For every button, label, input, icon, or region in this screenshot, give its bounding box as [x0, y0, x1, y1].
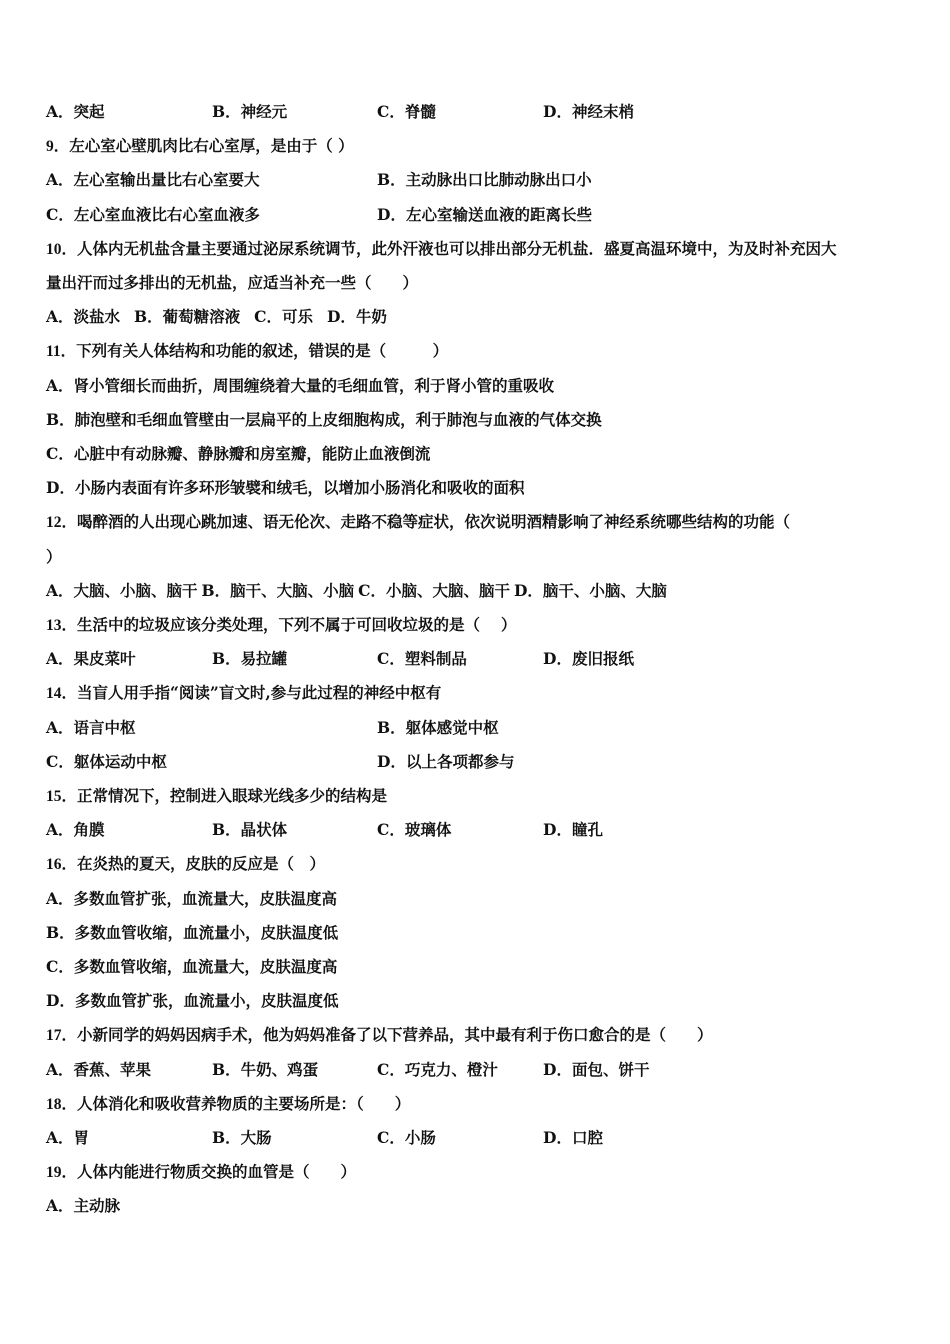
question-stem — [46, 238, 837, 260]
option-d: D．瞳孔 — [543, 820, 603, 840]
option-d: D．多数血管扩张，血流量小，皮肤温度低 — [46, 991, 339, 1011]
question-stem — [46, 340, 448, 362]
option-a: A．肾小管细长而曲折，周围缠绕着大量的毛细血管，利于肾小管的重吸收 — [46, 375, 555, 395]
option-b: B．葡萄糖溶液 — [134, 307, 241, 327]
option-b: B．躯体感觉中枢 — [377, 717, 499, 737]
option-b: B．脑干、大脑、小脑 — [201, 580, 355, 600]
option-c: C．小肠 — [377, 1128, 436, 1147]
option-d: D．废旧报纸 — [543, 649, 634, 669]
option-a: A．果皮菜叶 — [46, 649, 136, 669]
option-a: A．胃 — [46, 1128, 90, 1147]
option-a: A．角膜 — [46, 820, 105, 840]
option-c: C．多数血管收缩，血流量大，皮肤温度高 — [46, 957, 338, 976]
option-b: B．牛奶、鸡蛋 — [212, 1059, 319, 1079]
option-d: D．脑干、小脑、大脑 — [513, 580, 667, 600]
option-c: C．躯体运动中枢 — [46, 751, 167, 771]
question-text: 人体内能进行物质交换的血管是（ ） — [77, 1162, 357, 1182]
option-a: A．淡盐水 — [46, 307, 121, 327]
option-a: A．左心室输出量比右心室要大 — [46, 170, 260, 190]
option-c: C．巧克力、橙汁 — [377, 1059, 498, 1079]
option-a: A．主动脉 — [46, 1196, 121, 1216]
option-a: A．突起 — [46, 102, 105, 121]
question-stem — [46, 1024, 713, 1046]
question-stem — [46, 511, 790, 533]
question-text: 在炎热的夏天，皮肤的反应是（ ） — [77, 854, 326, 874]
question-text: 左心室心壁肌肉比右心室厚，是由于（ ） — [69, 136, 354, 156]
option-b: B．肺泡壁和毛细血管壁由一层扁平的上皮细胞构成，利于肺泡与血液的气体交换 — [46, 409, 602, 429]
question-text: 生活中的垃圾应该分类处理，下列不属于可回收垃圾的是（ ） — [77, 615, 517, 634]
question-stem — [46, 272, 418, 294]
question-stem — [46, 1093, 410, 1115]
option-b: B．大肠 — [212, 1128, 272, 1147]
question-number: 12． — [46, 514, 78, 532]
question-stem — [46, 546, 62, 568]
question-stem — [46, 853, 325, 875]
options-row — [46, 306, 401, 328]
option-b: B．易拉罐 — [212, 649, 288, 669]
option-d: D．神经末梢 — [543, 102, 634, 121]
question-text: 下列有关人体结构和功能的叙述，错误的是（ ） — [76, 341, 449, 361]
question-stem — [46, 614, 516, 636]
options-row — [46, 580, 671, 602]
option-a: A．多数血管扩张，血流量大，皮肤温度高 — [46, 888, 338, 908]
question-text: ） — [46, 546, 62, 566]
question-stem — [46, 135, 354, 157]
option-b: B．神经元 — [212, 102, 288, 121]
question-stem — [46, 785, 387, 807]
question-text: 当盲人用手指“阅读”盲文时,参与此过程的神经中枢有 — [77, 683, 442, 703]
option-d: D．牛奶 — [326, 307, 387, 327]
option-a: A．香蕉、苹果 — [46, 1059, 152, 1079]
question-text: 小新同学的妈妈因病手术，他为妈妈准备了以下营养品，其中最有利于伤口愈合的是（ ） — [77, 1025, 713, 1045]
option-c: C．可乐 — [254, 307, 313, 327]
question-number: 13． — [46, 617, 78, 634]
option-c: C．小脑、大脑、脑干 — [358, 580, 510, 600]
option-b: B．晶状体 — [212, 820, 288, 840]
question-stem — [46, 682, 441, 704]
option-c: C．心脏中有动脉瓣、静脉瓣和房室瓣，能防止血液倒流 — [46, 444, 431, 463]
question-number: 17． — [46, 1027, 78, 1045]
question-text: 量出汗而过多排出的无机盐，应适当补充一些（ ） — [46, 273, 419, 292]
option-d: D．左心室输送血液的距离长些 — [377, 204, 592, 224]
option-c: C．玻璃体 — [377, 820, 452, 840]
question-number: 9． — [46, 138, 70, 156]
option-c: C．脊髓 — [377, 102, 436, 121]
option-d: D．以上各项都参与 — [377, 751, 515, 771]
question-text: 喝醉酒的人出现心跳加速、语无伦次、走路不稳等症状，依次说明酒精影响了神经系统哪些结构的功能（ — [77, 512, 791, 532]
question-number: 10． — [46, 240, 78, 258]
question-number: 15． — [46, 788, 78, 805]
option-d: D．面包、饼干 — [543, 1059, 650, 1079]
question-number: 19． — [46, 1164, 78, 1182]
option-d: D．小肠内表面有许多环形皱襞和绒毛，以增加小肠消化和吸收的面积 — [46, 478, 525, 498]
option-a: A．语言中枢 — [46, 717, 136, 737]
question-number: 18． — [46, 1095, 78, 1113]
option-d: D．口腔 — [543, 1128, 603, 1147]
option-c: C．塑料制品 — [377, 649, 467, 669]
option-b: B．多数血管收缩，血流量小，皮肤温度低 — [46, 922, 339, 942]
question-text: 人体内无机盐含量主要通过泌尿系统调节，此外汗液也可以排出部分无机盐．盛夏高温环境中，为及时补充因大 — [77, 238, 837, 258]
question-stem — [46, 1161, 356, 1183]
option-c: C．左心室血液比右心室血液多 — [46, 204, 260, 224]
option-a: A．大脑、小脑、脑干 — [46, 580, 198, 600]
option-b: B．主动脉出口比肺动脉出口小 — [377, 170, 592, 190]
question-text: 人体消化和吸收营养物质的主要场所是：（ ） — [77, 1093, 411, 1113]
question-number: 11． — [46, 343, 77, 361]
question-text: 正常情况下，控制进入眼球光线多少的结构是 — [77, 786, 388, 805]
question-number: 14． — [46, 685, 78, 703]
question-number: 16． — [46, 856, 78, 874]
